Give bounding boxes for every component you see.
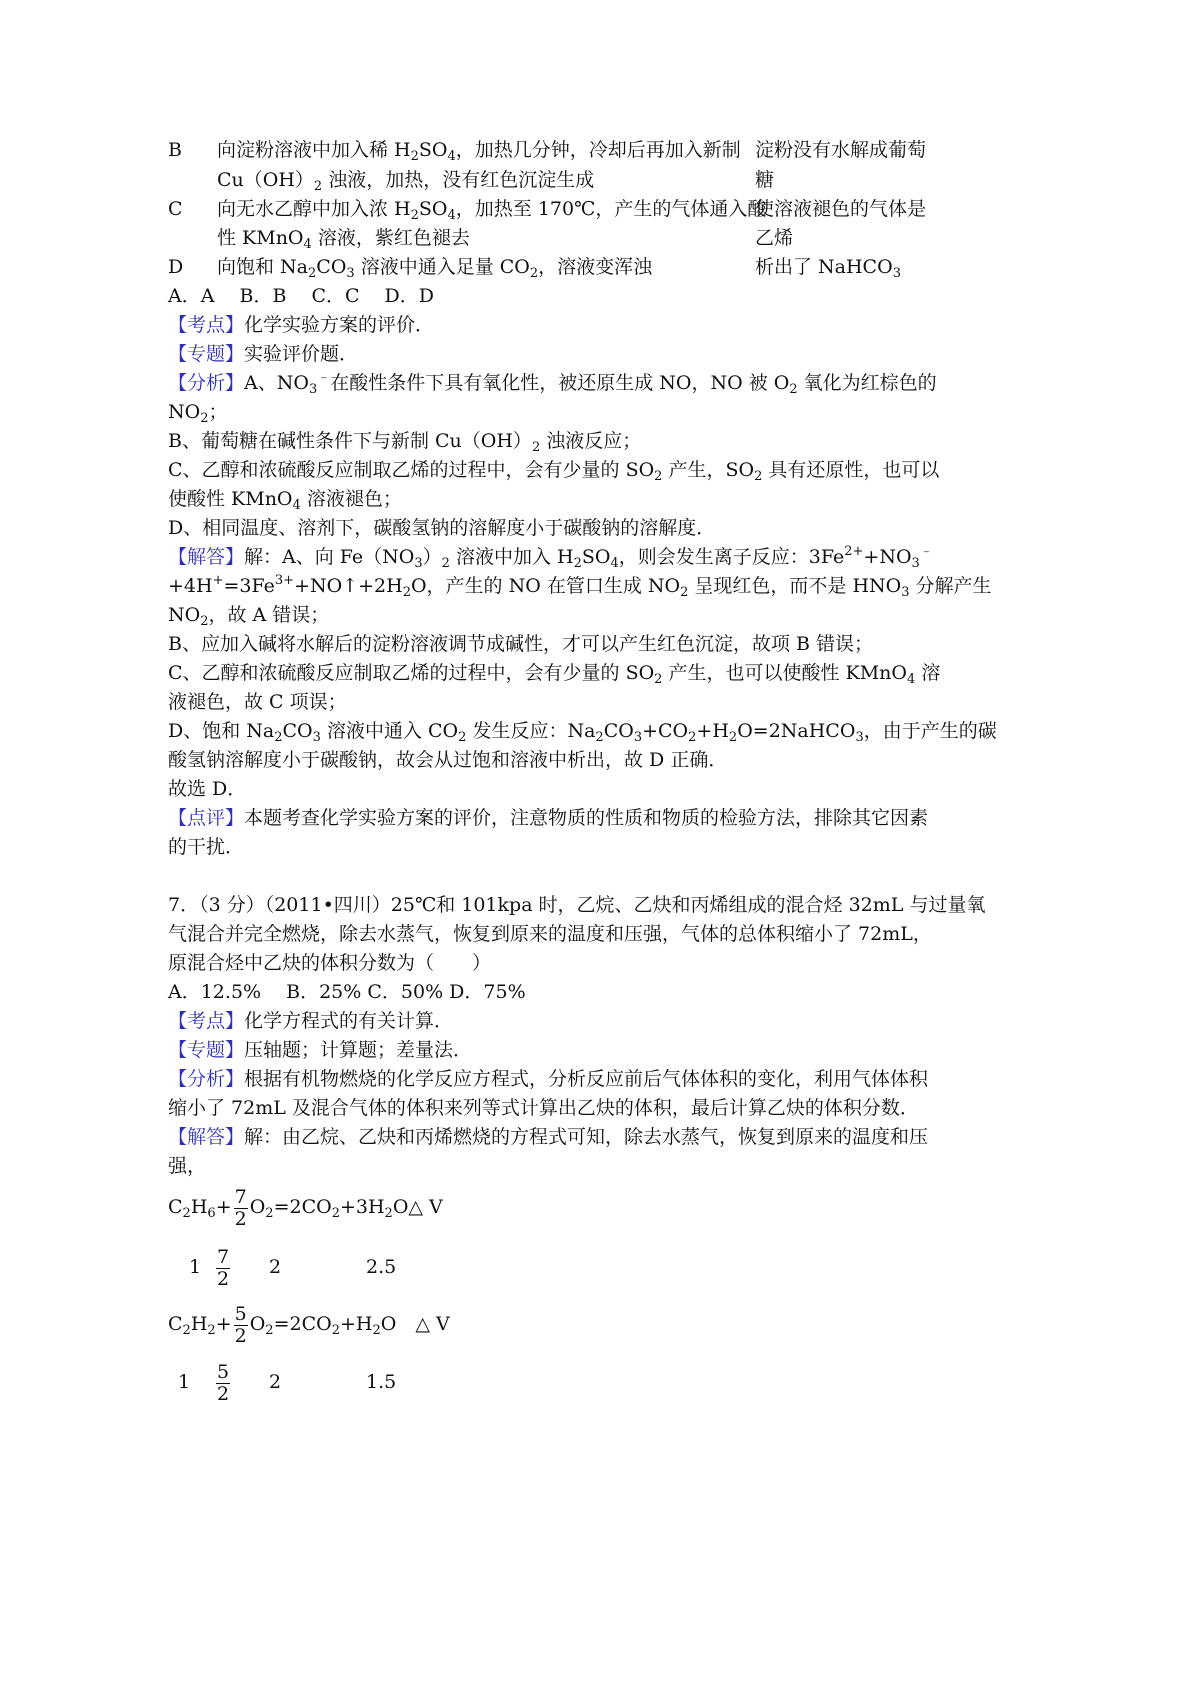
equation-ethane-combustion: $C_2H_6+$ $\frac{7}{2}$ $O_2=2CO_2+3H_2O\triangle$ V [168, 1185, 443, 1230]
fenxi-tag: 【分析】 [168, 372, 245, 394]
q7-choices: A．12.5% B．25% C．50% D．75% [168, 981, 526, 1003]
q6-fenxi-line3: B、葡萄糖在碱性条件下与新制 $Cu(OH)_2$ 浊液反应； [168, 430, 642, 455]
option-b-conclusion-line1: 淀粉没有水解成葡萄 [755, 139, 927, 161]
q7-stem-line2: 气混合并完全燃烧，除去水蒸气，恢复到原来的温度和压强，气体的总体积缩小了 72mL， [168, 923, 932, 945]
q6-jieda-line3: $NO_2$，故 A 错误； [168, 604, 330, 629]
q7-kaodian: 【考点】化学方程式的有关计算． [168, 1010, 454, 1032]
fraction-five-halves: $\frac{5}{2}$ [234, 1302, 247, 1347]
jieda-tag: 【解答】 [168, 1126, 245, 1148]
q6-jieda-line9: 故选 D． [168, 778, 247, 800]
q7-fenxi-line1: 【分析】根据有机物燃烧的化学反应方程式，分析反应前后气体体积的变化，利用气体体积 [168, 1068, 929, 1090]
row1-fraction [214, 1240, 232, 1294]
fenxi-tag: 【分析】 [168, 1068, 245, 1090]
q7-fenxi-line2: 缩小了 72mL 及混合气体的体积来列等式计算出乙炔的体积，最后计算乙炔的体积分数． [168, 1097, 919, 1119]
zhuanti-tag: 【专题】 [168, 343, 245, 365]
q6-kaodian: 【考点】化学实验方案的评价． [168, 314, 435, 336]
option-b-operation-line1: 向淀粉溶液中加入稀 $H_2SO_4$，加热几分钟，冷却后再加入新制 [217, 139, 741, 164]
row1-coef-2: 2 [269, 1256, 282, 1278]
fraction-five-halves: $\frac{5}{2}$ [217, 1360, 230, 1405]
zhuanti-tag: 【专题】 [168, 1039, 245, 1061]
option-letter-b: B [168, 139, 182, 161]
row1-delta-v: 2.5 [366, 1256, 397, 1278]
row2-coef-2: 2 [269, 1371, 282, 1393]
q7-stem-line1: 7．（3 分）（2011•四川）25℃和 101kpa 时，乙烷、乙炔和丙烯组成的混合烃 32mL 与过量氧 [168, 894, 986, 916]
q7-jieda-line1: 【解答】解：由乙烷、乙炔和丙烯燃烧的方程式可知，除去水蒸气，恢复到原来的温度和压 [168, 1126, 929, 1148]
q6-fenxi-line1: 【分析】A、$NO_3^﹣$在酸性条件下具有氧化性，被还原生成 NO，NO 被 $O_2$ 氧化为红棕色的 [168, 370, 937, 397]
q6-fenxi-line6: D、相同温度、溶剂下，碳酸氢钠的溶解度小于碳酸钠的溶解度． [168, 517, 716, 539]
fraction-seven-halves: $\frac{7}{2}$ [217, 1245, 230, 1290]
option-letter-d: D [168, 256, 184, 278]
option-c-conclusion-line1: 使溶液褪色的气体是 [755, 198, 927, 220]
q6-jieda-line5: C、乙醇和浓硫酸反应制取乙烯的过程中，会有少量的 $SO_2$ 产生，也可以使酸性 KMnO$_4$ 溶 [168, 662, 941, 687]
q7-stem-line3: 原混合烃中乙炔的体积分数为（ ） [168, 952, 492, 974]
row2-fraction [214, 1355, 232, 1409]
jieda-tag: 【解答】 [168, 546, 245, 568]
equation-acetylene-combustion: $C_2H_2+$ $\frac{5}{2}$ $O_2=2CO_2+H_2O$ △ V [168, 1302, 450, 1347]
option-c-conclusion-line2: 乙烯 [755, 227, 794, 249]
q6-jieda-line7: D、饱和 $Na_2CO_3$ 溶液中通入 $CO_2$ 发生反应：$Na_2CO_3+CO_2+H_2O=2NaHCO_3$，由于产生的碳 [168, 720, 997, 745]
option-b-operation-line2: $Cu(OH)_2$ 浊液，加热，没有红色沉淀生成 [217, 169, 595, 194]
option-d-conclusion: 析出了 NaHCO$_3$ [755, 256, 901, 281]
option-c-operation-line1: 向无水乙醇中加入浓 $H_2SO_4$，加热至 170℃，产生的气体通入酸 [217, 198, 767, 223]
q6-choices: A．A B．B C．C D．D [168, 285, 435, 307]
option-letter-c: C [168, 198, 183, 220]
option-c-operation-line2: 性 KMnO$_4$ 溶液，紫红色褪去 [217, 227, 470, 252]
row2-delta-v: 1.5 [366, 1371, 397, 1393]
row2-coef-1: 1 [178, 1371, 191, 1393]
q6-jieda-line1: 【解答】解：A、向 $Fe(NO_3)_2$ 溶液中加入 $H_2SO_4$，则会发生离子反应：$3Fe^{2+}+NO_3^﹣$ [168, 544, 933, 571]
q7-zhuanti: 【专题】压轴题；计算题；差量法． [168, 1039, 473, 1061]
q6-fenxi-line4: C、乙醇和浓硫酸反应制取乙烯的过程中，会有少量的 $SO_2$ 产生，$SO_2$ 具有还原性，也可以 [168, 459, 940, 484]
dianping-tag: 【点评】 [168, 807, 245, 829]
kaodian-tag: 【考点】 [168, 1010, 245, 1032]
q6-dianping-line1: 【点评】本题考查化学实验方案的评价，注意物质的性质和物质的检验方法，排除其它因素 [168, 807, 929, 829]
q6-zhuanti: 【专题】实验评价题． [168, 343, 359, 365]
fraction-seven-halves: $\frac{7}{2}$ [234, 1185, 247, 1230]
kaodian-tag: 【考点】 [168, 314, 245, 336]
q6-dianping-line2: 的干扰． [168, 836, 245, 858]
option-b-conclusion-line2: 糖 [755, 169, 775, 191]
q6-fenxi-line2: $NO_2$； [168, 401, 228, 426]
q7-jieda-line2: 强， [168, 1155, 207, 1177]
q6-jieda-line6: 液褪色，故 C 项误； [168, 691, 347, 713]
q6-jieda-line8: 酸氢钠溶解度小于碳酸钠，故会从过饱和溶液中析出，故 D 正确． [168, 749, 728, 771]
q6-jieda-line2: $+4H^+=3Fe^{3+}+NO↑+2H_2O$，产生的 NO 在管口生成 $NO_2$ 呈现红色，而不是 $HNO_3$ 分解产生 [168, 573, 992, 600]
q6-fenxi-line5: 使酸性 KMnO$_4$ 溶液褪色； [168, 488, 402, 513]
option-d-operation: 向饱和 $Na_2CO_3$ 溶液中通入足量 $CO_2$，溶液变浑浊 [217, 256, 653, 281]
row1-coef-1: 1 [189, 1256, 202, 1278]
q6-jieda-line4: B、应加入碱将水解后的淀粉溶液调节成碱性，才可以产生红色沉淀，故项 B 错误； [168, 633, 874, 655]
